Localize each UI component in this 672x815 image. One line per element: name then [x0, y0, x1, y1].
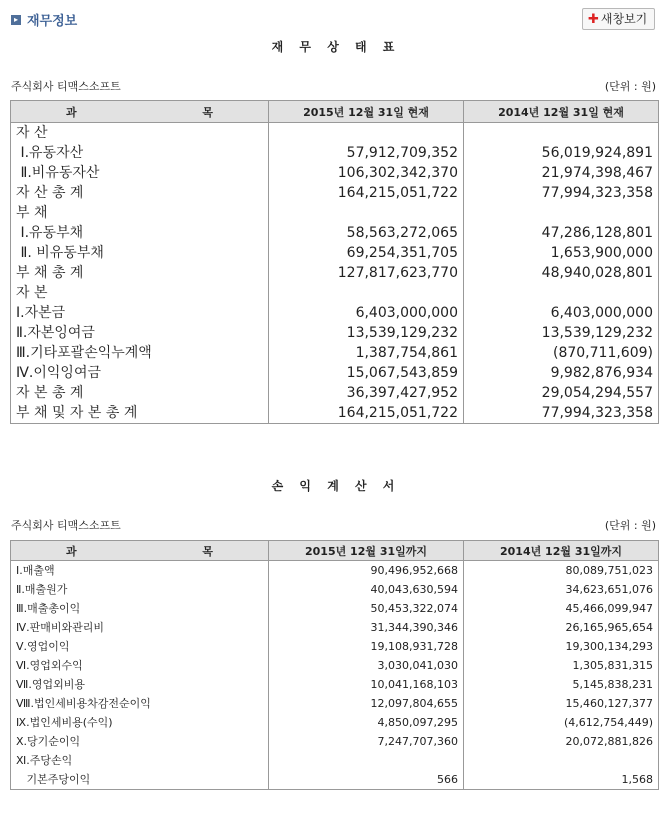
value-2015: 7,247,707,360: [269, 732, 464, 751]
value-2014: 13,539,129,232: [464, 323, 659, 343]
table-row: [11, 303, 659, 323]
row-label: Ⅲ.기타포괄손익누계액: [11, 343, 269, 363]
table-row: [11, 713, 659, 732]
value-2015: [269, 283, 464, 303]
table-row: [11, 183, 659, 203]
row-label: 자 본 총 계: [11, 383, 269, 403]
value-2014: 6,403,000,000: [464, 303, 659, 323]
row-label: 자 본: [11, 283, 269, 303]
col-2015-header: 2015년 12월 31일까지: [269, 541, 464, 561]
value-2015: 31,344,390,346: [269, 618, 464, 637]
row-label: Ⅶ.영업외비용: [11, 675, 269, 694]
value-2015: 13,539,129,232: [269, 323, 464, 343]
row-label: Ⅴ.영업이익: [11, 637, 269, 656]
row-label: 부 채 및 자 본 총 계: [11, 403, 269, 424]
value-2014: 1,653,900,000: [464, 243, 659, 263]
value-2014: 80,089,751,023: [464, 561, 659, 581]
table-row: [11, 223, 659, 243]
col-2014-header: 2014년 12월 31일 현재: [464, 101, 659, 123]
value-2015: 69,254,351,705: [269, 243, 464, 263]
table-row: [11, 203, 659, 223]
value-2014: 34,623,651,076: [464, 580, 659, 599]
row-label: Ⅱ.매출원가: [11, 580, 269, 599]
row-label: Ⅳ.판매비와관리비: [11, 618, 269, 637]
value-2014: 20,072,881,826: [464, 732, 659, 751]
table-row: [11, 599, 659, 618]
row-label: Ⅸ.법인세비용(수익): [11, 713, 269, 732]
table-row: [11, 694, 659, 713]
table-row: [11, 580, 659, 599]
table-row: [11, 243, 659, 263]
row-label: Ⅰ.매출액: [11, 561, 269, 581]
value-2015: 58,563,272,065: [269, 223, 464, 243]
row-label: Ⅷ.법인세비용차감전순이익: [11, 694, 269, 713]
top-bar: [0, 0, 672, 36]
row-label: Ⅱ.자본잉여금: [11, 323, 269, 343]
table-row: [11, 363, 659, 383]
value-2014: 47,286,128,801: [464, 223, 659, 243]
table-row: [11, 383, 659, 403]
balance-sheet-company: 주식회사 티맥스소프트: [11, 80, 121, 93]
table-row: [11, 770, 659, 790]
row-label: Ⅺ.주당손익: [11, 751, 269, 770]
value-2015: 106,302,342,370: [269, 163, 464, 183]
plus-icon: ✚: [588, 12, 599, 27]
value-2015: 1,387,754,861: [269, 343, 464, 363]
table-row: [11, 751, 659, 770]
income-statement-company: 주식회사 티맥스소프트: [11, 519, 121, 532]
col-2014-header: 2014년 12월 31일까지: [464, 541, 659, 561]
balance-sheet-table: [10, 100, 659, 424]
value-2014: [464, 751, 659, 770]
value-2015: 566: [269, 770, 464, 790]
value-2015: 164,215,051,722: [269, 183, 464, 203]
table-row: [11, 343, 659, 363]
value-2015: 127,817,623,770: [269, 263, 464, 283]
value-2015: [269, 751, 464, 770]
income-statement-title: 손 익 계 산 서: [271, 479, 401, 493]
subject-header: 과 목: [11, 541, 269, 561]
table-row: [11, 656, 659, 675]
value-2014: 1,568: [464, 770, 659, 790]
col-2015-header: 2015년 12월 31일 현재: [269, 101, 464, 123]
table-row: [11, 618, 659, 637]
value-2015: [269, 123, 464, 144]
square-bullet-icon: ▸: [11, 15, 21, 25]
value-2014: 45,466,099,947: [464, 599, 659, 618]
value-2014: [464, 283, 659, 303]
value-2014: 21,974,398,467: [464, 163, 659, 183]
value-2015: 10,041,168,103: [269, 675, 464, 694]
table-row: [11, 561, 659, 581]
table-row: [11, 263, 659, 283]
row-label: Ⅰ.유동자산: [11, 143, 269, 163]
value-2015: 164,215,051,722: [269, 403, 464, 424]
value-2014: [464, 203, 659, 223]
value-2014: 77,994,323,358: [464, 403, 659, 424]
value-2015: 12,097,804,655: [269, 694, 464, 713]
value-2014: 48,940,028,801: [464, 263, 659, 283]
value-2015: 3,030,041,030: [269, 656, 464, 675]
value-2015: 6,403,000,000: [269, 303, 464, 323]
table-row: [11, 143, 659, 163]
row-label: Ⅰ.자본금: [11, 303, 269, 323]
table-header-row: [11, 541, 659, 561]
row-label: 기본주당이익: [11, 770, 269, 790]
value-2015: 57,912,709,352: [269, 143, 464, 163]
table-row: [11, 163, 659, 183]
new-window-label: 새창보기: [600, 12, 648, 26]
table-header-row: [11, 101, 659, 123]
row-label: 부 채: [11, 203, 269, 223]
value-2014: 77,994,323,358: [464, 183, 659, 203]
value-2015: 90,496,952,668: [269, 561, 464, 581]
row-label: Ⅲ.매출총이익: [11, 599, 269, 618]
value-2015: 36,397,427,952: [269, 383, 464, 403]
table-row: [11, 283, 659, 303]
row-label: 자 산 총 계: [11, 183, 269, 203]
table-row: [11, 637, 659, 656]
row-label: Ⅳ.이익잉여금: [11, 363, 269, 383]
new-window-button[interactable]: [582, 8, 655, 30]
value-2014: 1,305,831,315: [464, 656, 659, 675]
value-2014: 29,054,294,557: [464, 383, 659, 403]
subject-header: 과 목: [11, 101, 269, 123]
row-label: 자 산: [11, 123, 269, 144]
row-label: Ⅵ.영업외수익: [11, 656, 269, 675]
value-2015: 4,850,097,295: [269, 713, 464, 732]
value-2014: 5,145,838,231: [464, 675, 659, 694]
value-2015: 50,453,322,074: [269, 599, 464, 618]
value-2014: 56,019,924,891: [464, 143, 659, 163]
value-2015: 19,108,931,728: [269, 637, 464, 656]
balance-sheet-title: 재 무 상 태 표: [271, 40, 401, 54]
value-2014: (870,711,609): [464, 343, 659, 363]
row-label: 부 채 총 계: [11, 263, 269, 283]
value-2014: (4,612,754,449): [464, 713, 659, 732]
row-label: Ⅹ.당기순이익: [11, 732, 269, 751]
income-statement-unit: (단위 : 원): [604, 519, 656, 532]
section-title: 재무정보: [27, 14, 78, 29]
table-row: [11, 675, 659, 694]
income-statement-table: [10, 540, 659, 790]
table-row: [11, 732, 659, 751]
balance-sheet-unit: (단위 : 원): [604, 80, 656, 93]
row-label: Ⅰ.유동부채: [11, 223, 269, 243]
value-2015: 15,067,543,859: [269, 363, 464, 383]
table-row: [11, 403, 659, 424]
row-label: Ⅱ. 비유동부채: [11, 243, 269, 263]
value-2014: 19,300,134,293: [464, 637, 659, 656]
row-label: Ⅱ.비유동자산: [11, 163, 269, 183]
table-row: [11, 323, 659, 343]
value-2014: 9,982,876,934: [464, 363, 659, 383]
value-2014: 26,165,965,654: [464, 618, 659, 637]
value-2015: [269, 203, 464, 223]
value-2014: [464, 123, 659, 144]
value-2014: 15,460,127,377: [464, 694, 659, 713]
table-row: [11, 123, 659, 144]
value-2015: 40,043,630,594: [269, 580, 464, 599]
